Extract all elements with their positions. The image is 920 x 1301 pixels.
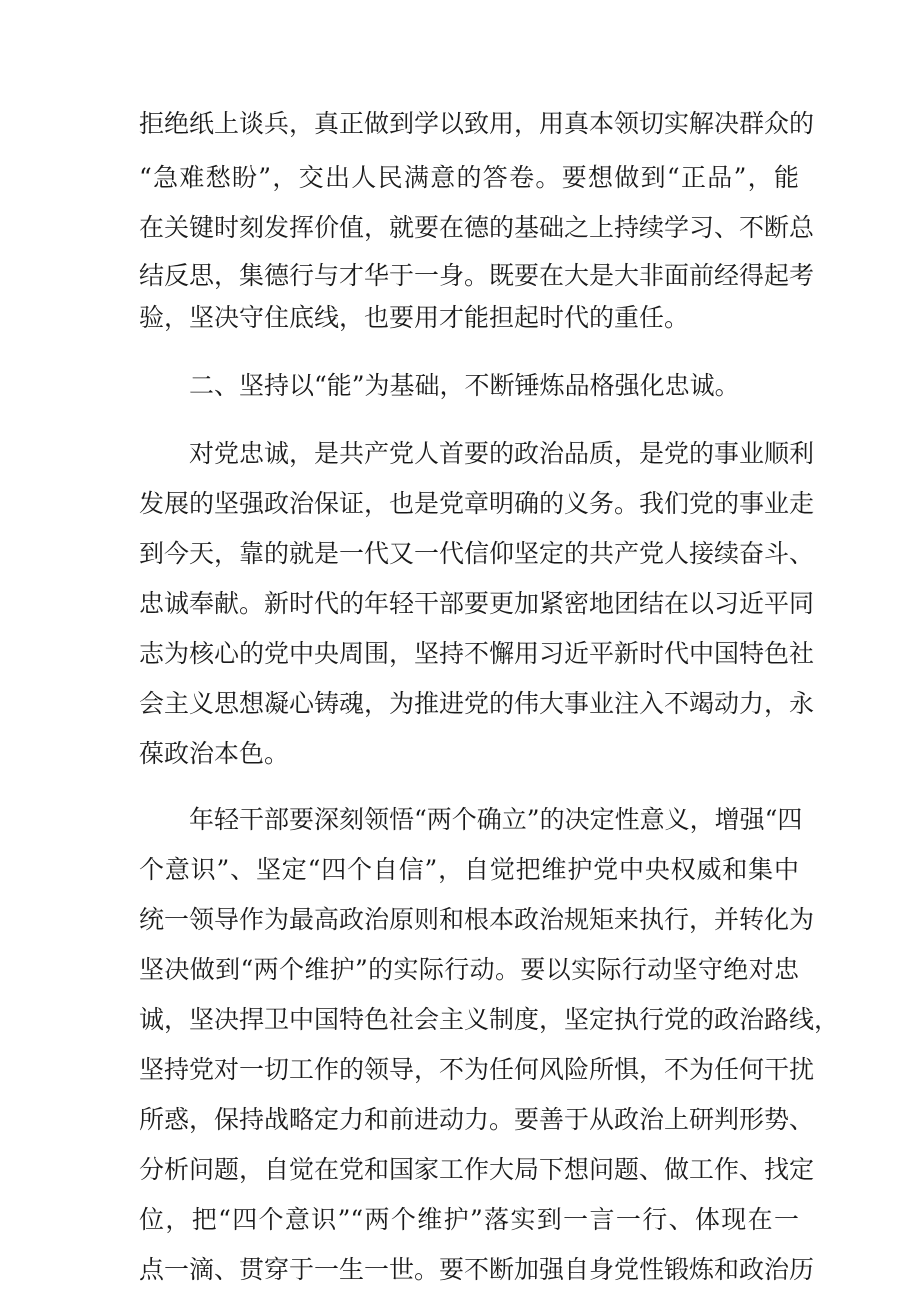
paragraph-3-line-9: 位，把“四个意识”“两个维护”落实到一言一行、体现在一 [139,1205,799,1234]
paragraph-1-line-1: 拒绝纸上谈兵，真正做到学以致用，用真本领切实解决群众的 [139,109,815,138]
paragraph-3-line-4: 坚决做到“两个维护”的实际行动。要以实际行动坚守绝对忠 [139,955,799,984]
paragraph-1-line-5: 验，坚决守住底线，也要用才能担起时代的重任。 [139,303,690,332]
paragraph-3-line-6: 坚持党对一切工作的领导，不为任何风险所惧，不为任何干扰 [139,1055,815,1084]
paragraph-3-line-2: 个意识”、坚定“四个自信”，自觉把维护党中央权威和集中 [139,855,799,884]
paragraph-1-line-2: “急难愁盼”，交出人民满意的答卷。要想做到“正品”，能 [139,163,799,192]
paragraph-2-line-7: 葆政治本色。 [139,739,290,768]
paragraph-1-line-4: 结反思，集德行与才华于一身。既要在大是大非面前经得起考 [139,261,815,290]
paragraph-2-line-6: 会主义思想凝心铸魂，为推进党的伟大事业注入不竭动力，永 [139,689,815,718]
paragraph-1-line-3: 在关键时刻发挥价值，就要在德的基础之上持续学习、不断总 [139,213,815,242]
paragraph-2-line-5: 志为核心的党中央周围，坚持不懈用习近平新时代中国特色社 [139,639,815,668]
paragraph-3-line-8: 分析问题，自觉在党和国家工作大局下想问题、做工作、找定 [139,1155,815,1184]
paragraph-3-line-1: 年轻干部要深刻领悟“两个确立”的决定性意义，增强“四 [189,805,803,834]
paragraph-2-line-2: 发展的坚强政治保证，也是党章明确的义务。我们党的事业走 [139,489,815,518]
paragraph-2-line-3: 到今天，靠的就是一代又一代信仰坚定的共产党人接续奋斗、 [139,539,815,568]
paragraph-2-line-4: 忠诚奉献。新时代的年轻干部要更加紧密地团结在以习近平同 [139,589,815,618]
section-heading-2: 二、坚持以“能”为基础，不断锤炼品格强化忠诚。 [189,371,740,400]
paragraph-2-line-1: 对党忠诚，是共产党人首要的政治品质，是党的事业顺利 [189,439,815,468]
paragraph-3-line-5: 诚，坚决捍卫中国特色社会主义制度，坚定执行党的政治路线， [139,1005,840,1034]
paragraph-3-line-7: 所惑，保持战略定力和前进动力。要善于从政治上研判形势、 [139,1105,815,1134]
paragraph-3-line-10: 点一滴、贯穿于一生一世。要不断加强自身党性锻炼和政治历 [139,1255,815,1284]
paragraph-3-line-3: 统一领导作为最高政治原则和根本政治规矩来执行，并转化为 [139,905,815,934]
